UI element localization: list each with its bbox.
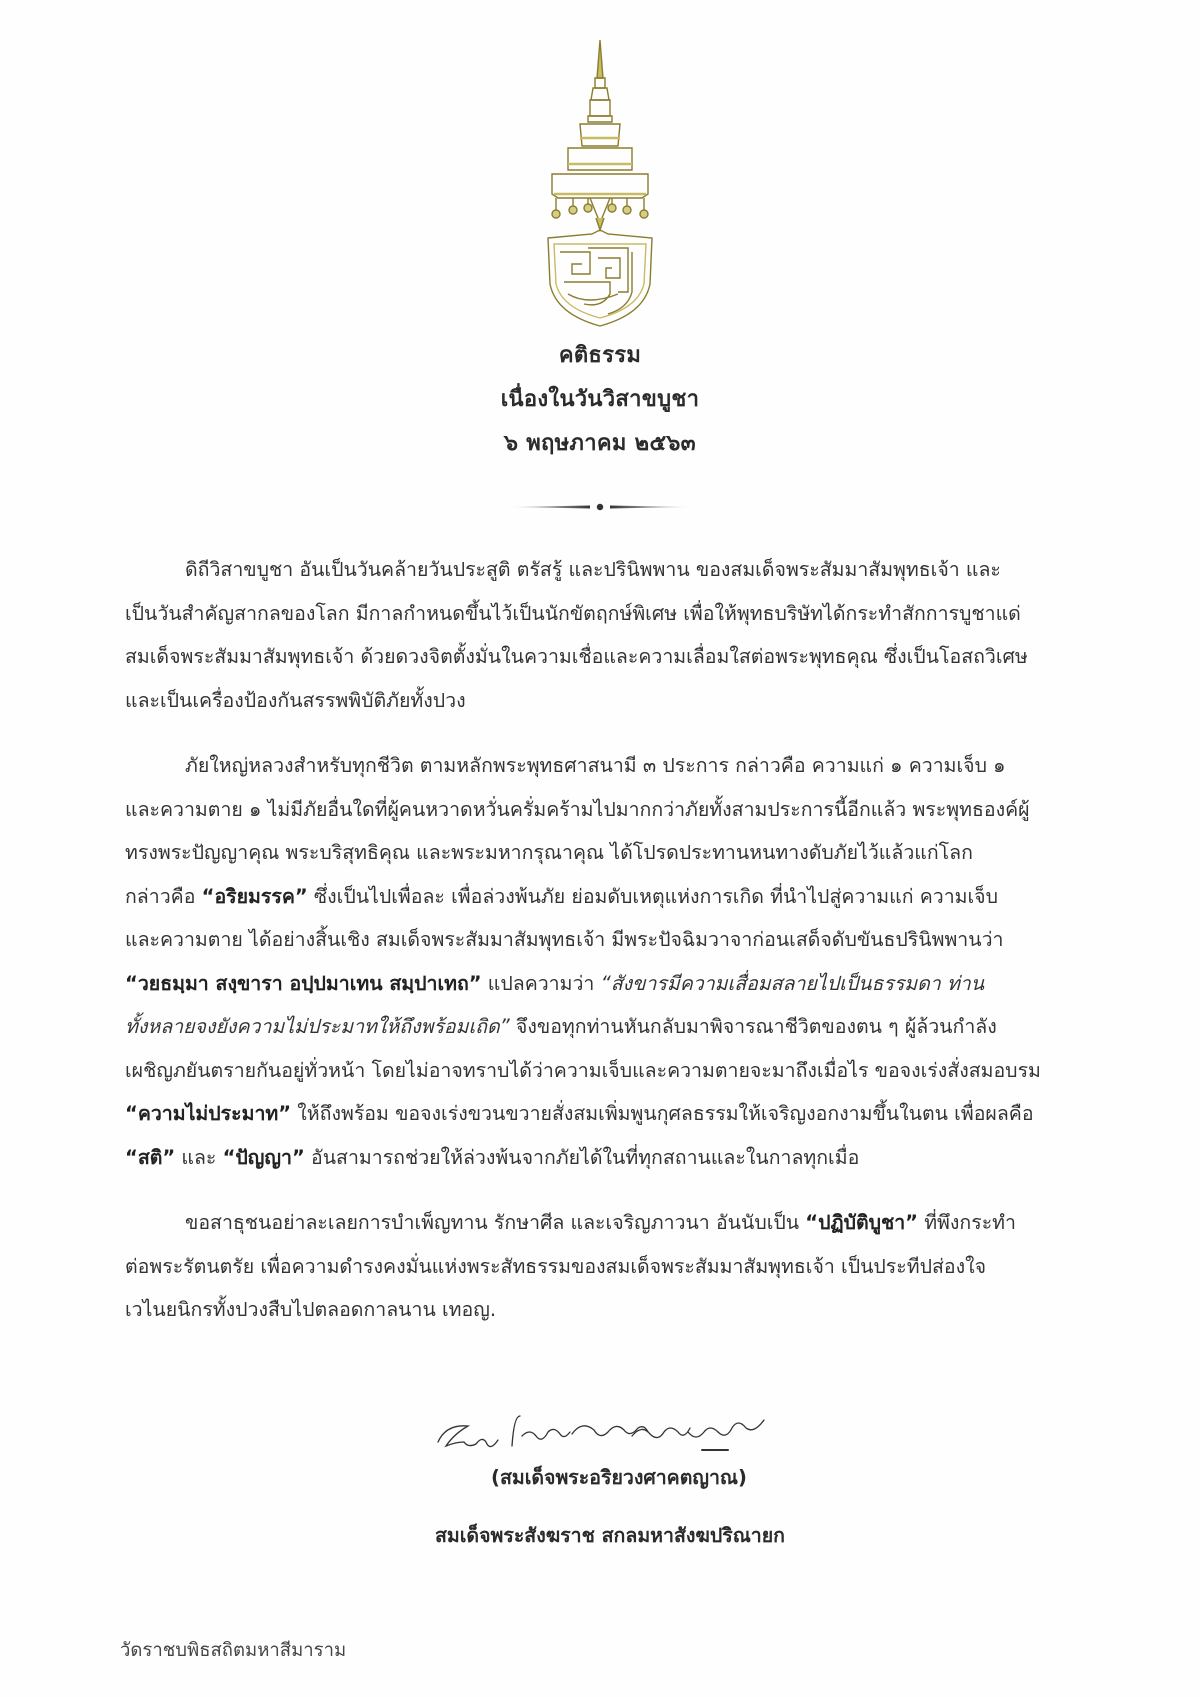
emphasis-practice-worship: “ปฏิบัติบูชา” bbox=[805, 1211, 918, 1234]
text-line: ต่อพระรัตนตรัย เพื่อความดำรงคงมั่นแห่งพระสัทธรรมของสมเด็จพระสัมมาสัมพุทธเจ้า เป็นประทีปส่องใจ bbox=[125, 1254, 987, 1278]
text-line: ทรงพระปัญญาคุณ พระบริสุทธิคุณ และพระมหากรุณาคุณ ได้โปรดประทานหนทางดับภัยไว้แล้วแก่โลก bbox=[125, 841, 973, 864]
text-segment: ขอสาธุชนอย่าละเลยการบำเพ็ญทาน รักษาศีล และเจริญภาวนา อันนับเป็น bbox=[185, 1211, 806, 1234]
signatory-title: สมเด็จพระสังฆราช สกลมหาสังฆปริณายก bbox=[435, 1524, 785, 1547]
text-segment: ซึ่งเป็นไปเพื่อละ เพื่อล่วงพ้นภัย ย่อมดับเหตุแห่งการเกิด ที่นำไปสู่ความแก่ ความเจ็บ bbox=[307, 884, 998, 908]
text-line: เผชิญภยันตรายกันอยู่ทั่วหน้า โดยไม่อาจทราบได้ว่าความเจ็บและความตายจะมาถึงเมื่อไร ขอจงเร่งสั่งสมอบรม bbox=[125, 1058, 1041, 1082]
text-line: และความตาย ๑ ไม่มีภัยอื่นใดที่ผู้คนหวาดหวั่นครั่มคร้ามไปมากกว่าภัยทั้งสามประการนี้อีกแล้ว พระพุทธองค์ผู้ bbox=[125, 797, 1030, 821]
text-segment: และ bbox=[175, 1145, 223, 1169]
title-occasion: เนื่องในวันวิสาขบูชา bbox=[500, 387, 700, 412]
text-line bbox=[125, 875, 1080, 919]
title-heading: คติธรรม bbox=[558, 343, 642, 368]
emphasis-mindfulness: “สติ” bbox=[125, 1145, 176, 1169]
text-line: และความตาย ได้อย่างสิ้นเชิง สมเด็จพระสัมมาสัมพุทธเจ้า มีพระปัจฉิมวาจาก่อนเสด็จดับขันธปรินิพพานว่า bbox=[125, 928, 1004, 951]
text-segment: ให้ถึงพร้อม ขอจงเร่งขวนขวายสั่งสมเพิ่มพูนกุศลธรรมให้เจริญงอกงามขึ้นในตน เพื่อผลคือ bbox=[291, 1102, 1034, 1125]
ornamental-divider-icon bbox=[510, 500, 690, 514]
text-line: ภัยใหญ่หลวงสำหรับทุกชีวิต ตามหลักพระพุทธศาสนามี ๓ ประการ กล่าวคือ ความแก่ ๑ ความเจ็บ ๑ bbox=[185, 754, 1006, 777]
text-line: เวไนยนิกรทั้งปวงสืบไปตลอดกาลนาน เทอญ. bbox=[125, 1298, 497, 1321]
text-line bbox=[125, 1201, 1080, 1245]
text-line bbox=[125, 962, 1080, 1006]
text-line: ดิถีวิสาขบูชา อันเป็นวันคล้ายวันประสูติ ตรัสรู้ และปรินิพพาน ของสมเด็จพระสัมมาสัมพุทธเจ้า และ bbox=[185, 558, 1001, 581]
emphasis-wisdom: “ปัญญา” bbox=[222, 1145, 305, 1169]
text-line bbox=[125, 1136, 1080, 1180]
translation-quote: ทั้งหลายจงยังความไม่ประมาทให้ถึงพร้อมเถิด” bbox=[125, 1015, 510, 1038]
handwritten-signature-icon bbox=[432, 1412, 792, 1456]
emphasis-heedfulness: “ความไม่ประมาท” bbox=[125, 1102, 292, 1125]
text-line: สมเด็จพระสัมมาสัมพุทธเจ้า ด้วยดวงจิตตั้งมั่นในความเชื่อและความเลื่อมใสต่อพระพุทธคุณ ซึ่งเป็นโอสถวิเศษ bbox=[125, 645, 1028, 668]
text-segment: ที่พึงกระทำ bbox=[918, 1211, 1016, 1234]
text-line bbox=[125, 1092, 1080, 1136]
pali-quote: “วยธมฺมา สงฺขารา อปฺปมาเทน สมฺปาเทถ” bbox=[125, 971, 482, 995]
paragraph-3 bbox=[125, 1201, 1080, 1332]
emphasis-noble-path: “อริยมรรค” bbox=[201, 884, 308, 908]
paragraph-2 bbox=[125, 744, 1080, 1179]
text-line bbox=[125, 1005, 1080, 1049]
signatory-name: (สมเด็จพระอริยวงศาคตญาณ) bbox=[491, 1466, 747, 1489]
text-segment: จึงขอทุกท่านหันกลับมาพิจารณาชีวิตของตน ๆ ผู้ล้วนกำลัง bbox=[509, 1015, 997, 1038]
footer-temple-name: วัดราชบพิธสถิตมหาสีมาราม bbox=[120, 1640, 347, 1661]
paragraph-1 bbox=[125, 548, 1080, 722]
translation-quote: “สังขารมีความเสื่อมสลายไปเป็นธรรมดา ท่าน bbox=[600, 971, 985, 995]
text-segment: แปลความว่า bbox=[481, 971, 601, 995]
royal-emblem-icon bbox=[540, 38, 660, 328]
text-segment: กล่าวคือ bbox=[125, 884, 202, 908]
document-body bbox=[125, 548, 1080, 1354]
title-date: ๖ พฤษภาคม ๒๕๖๓ bbox=[503, 431, 697, 456]
document-title bbox=[0, 338, 1200, 470]
text-line: เป็นวันสำคัญสากลของโลก มีกาลกำหนดขึ้นไว้เป็นนักขัตฤกษ์พิเศษ เพื่อให้พุทธบริษัทได้กระทำสักการบูชาแด่ bbox=[125, 601, 1021, 625]
text-line: และเป็นเครื่องป้องกันสรรพพิบัติภัยทั้งปวง bbox=[125, 688, 466, 712]
text-segment: อันสามารถช่วยให้ล่วงพ้นจากภัยได้ในที่ทุกสถานและในกาลทุกเมื่อ bbox=[304, 1145, 860, 1169]
